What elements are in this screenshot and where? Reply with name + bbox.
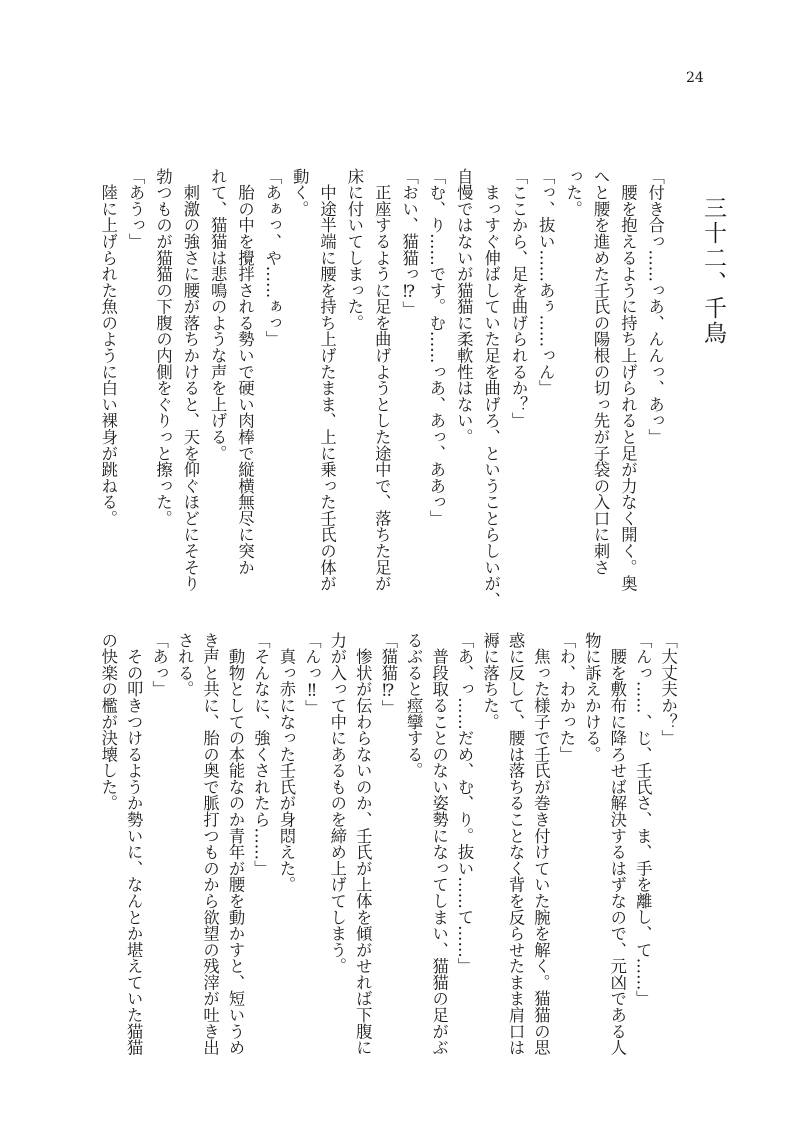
text-line: 動物としての本能なのか青年が腰を動かすと、短いうめ (226, 632, 245, 1056)
text-line: その叩きつけるようか勢いに、なんとか堪えていた猫猫 (124, 632, 144, 1056)
text-line: 床に付いてしまった。 (344, 168, 364, 331)
text-line: 刺激の強さに腰が落ちかけると、天を仰ぐほどにそそり (180, 168, 200, 592)
text-line: 「あうっ」 (126, 168, 146, 250)
text-line: れて、猫猫は悲鳴のような声を上げる。 (208, 168, 228, 462)
text-line: 自慢ではないが猫猫に柔軟性はない。 (454, 168, 474, 445)
text-line: 腰を敷布に降ろせば解決するはずなので、元凶である人 (607, 632, 627, 1056)
text-line: 動く。 (290, 168, 310, 217)
text-line: 「あっ」 (149, 632, 169, 698)
text-block-bottom (95, 632, 680, 1062)
text-line: の快楽の檻が決壊した。 (98, 632, 118, 812)
text-line: るぶると痙攣する。 (404, 632, 424, 779)
text-line: 普段取ることのない姿勢になってしまい、猫猫の足がぶ (429, 632, 449, 1056)
text-line: へと腰を進めた壬氏の陽根の切っ先が子袋の入口に刺さ (591, 168, 611, 576)
text-line: 「猫猫⁉」 (378, 632, 398, 717)
text-line: 腰を抱えるように持ち上げられると足が力なく開く。奥 (618, 168, 638, 592)
text-block-top (94, 168, 668, 608)
text-line: まっすぐ伸ばしていた足を曲げろ、ということらしいが、 (481, 168, 501, 608)
text-line: 真っ赤になった壬氏が身悶えた。 (276, 632, 296, 893)
text-line: 陸に上げられた魚のように白い裸身が跳ねる。 (98, 168, 118, 527)
text-line: 中途半端に腰を持ち上げたまま、上に乗った壬氏の体が (317, 168, 337, 592)
text-line: 勃つものが猫猫の下腹の内側をぐりっと擦った。 (153, 168, 173, 527)
text-line: 惑に反して、腰は落ちることなく背を反らせたまま肩口は (505, 632, 525, 1056)
text-line: 「わ、わかった」 (556, 632, 576, 763)
text-line: 「ここから、足を曲げられるか？」 (508, 168, 528, 429)
text-line: 物に訴えかける。 (582, 632, 602, 763)
text-line: 「む、り……です。む……っあ、あっ、ああっ」 (426, 168, 446, 527)
text-line: される。 (175, 632, 195, 698)
text-line: 正座するように足を曲げようとした途中で、落ちた足が (372, 168, 392, 592)
text-line: 「んっ……、じ、壬氏さ、ま、手を離し、て……」 (633, 632, 653, 1007)
chapter-title: 三十二、千鳥 (700, 196, 726, 346)
text-line: き声と共に、胎の奥で脈打つものから欲望の残滓が吐き出 (200, 632, 220, 1056)
text-line: 「っ、抜い……あぅ……っん」 (536, 168, 556, 397)
text-line: 胎の中を攪拌される勢いで硬い肉棒で縦横無尽に突か (235, 168, 255, 576)
text-line: 「大丈夫か？」 (658, 632, 678, 747)
page-number: 24 (686, 70, 704, 86)
text-line: 褥に落ちた。 (480, 632, 500, 730)
text-line: 「んっ‼」 (302, 632, 322, 717)
text-line: 「あぁっ、や……ぁっ」 (262, 168, 282, 348)
text-line: 「付き合っ……っあ、んんっ、あっ」 (645, 168, 665, 445)
text-line: った。 (563, 168, 583, 217)
text-line: 「そんなに、強くされたら……」 (251, 632, 271, 877)
text-line: 焦った様子で壬氏が巻き付けていた腕を解く。猫猫の思 (531, 632, 551, 1056)
text-line: 「あ、っ……だめ、む、り。抜い……て……」 (455, 632, 475, 975)
text-line: 惨状が伝わらないのか、壬氏が上体を傾がせれば下腹に (353, 632, 373, 1056)
text-line: 「おい、猫猫っ⁉」 (399, 168, 419, 318)
text-line: 力が入って中にあるものを締め上げてしまう。 (327, 632, 347, 975)
